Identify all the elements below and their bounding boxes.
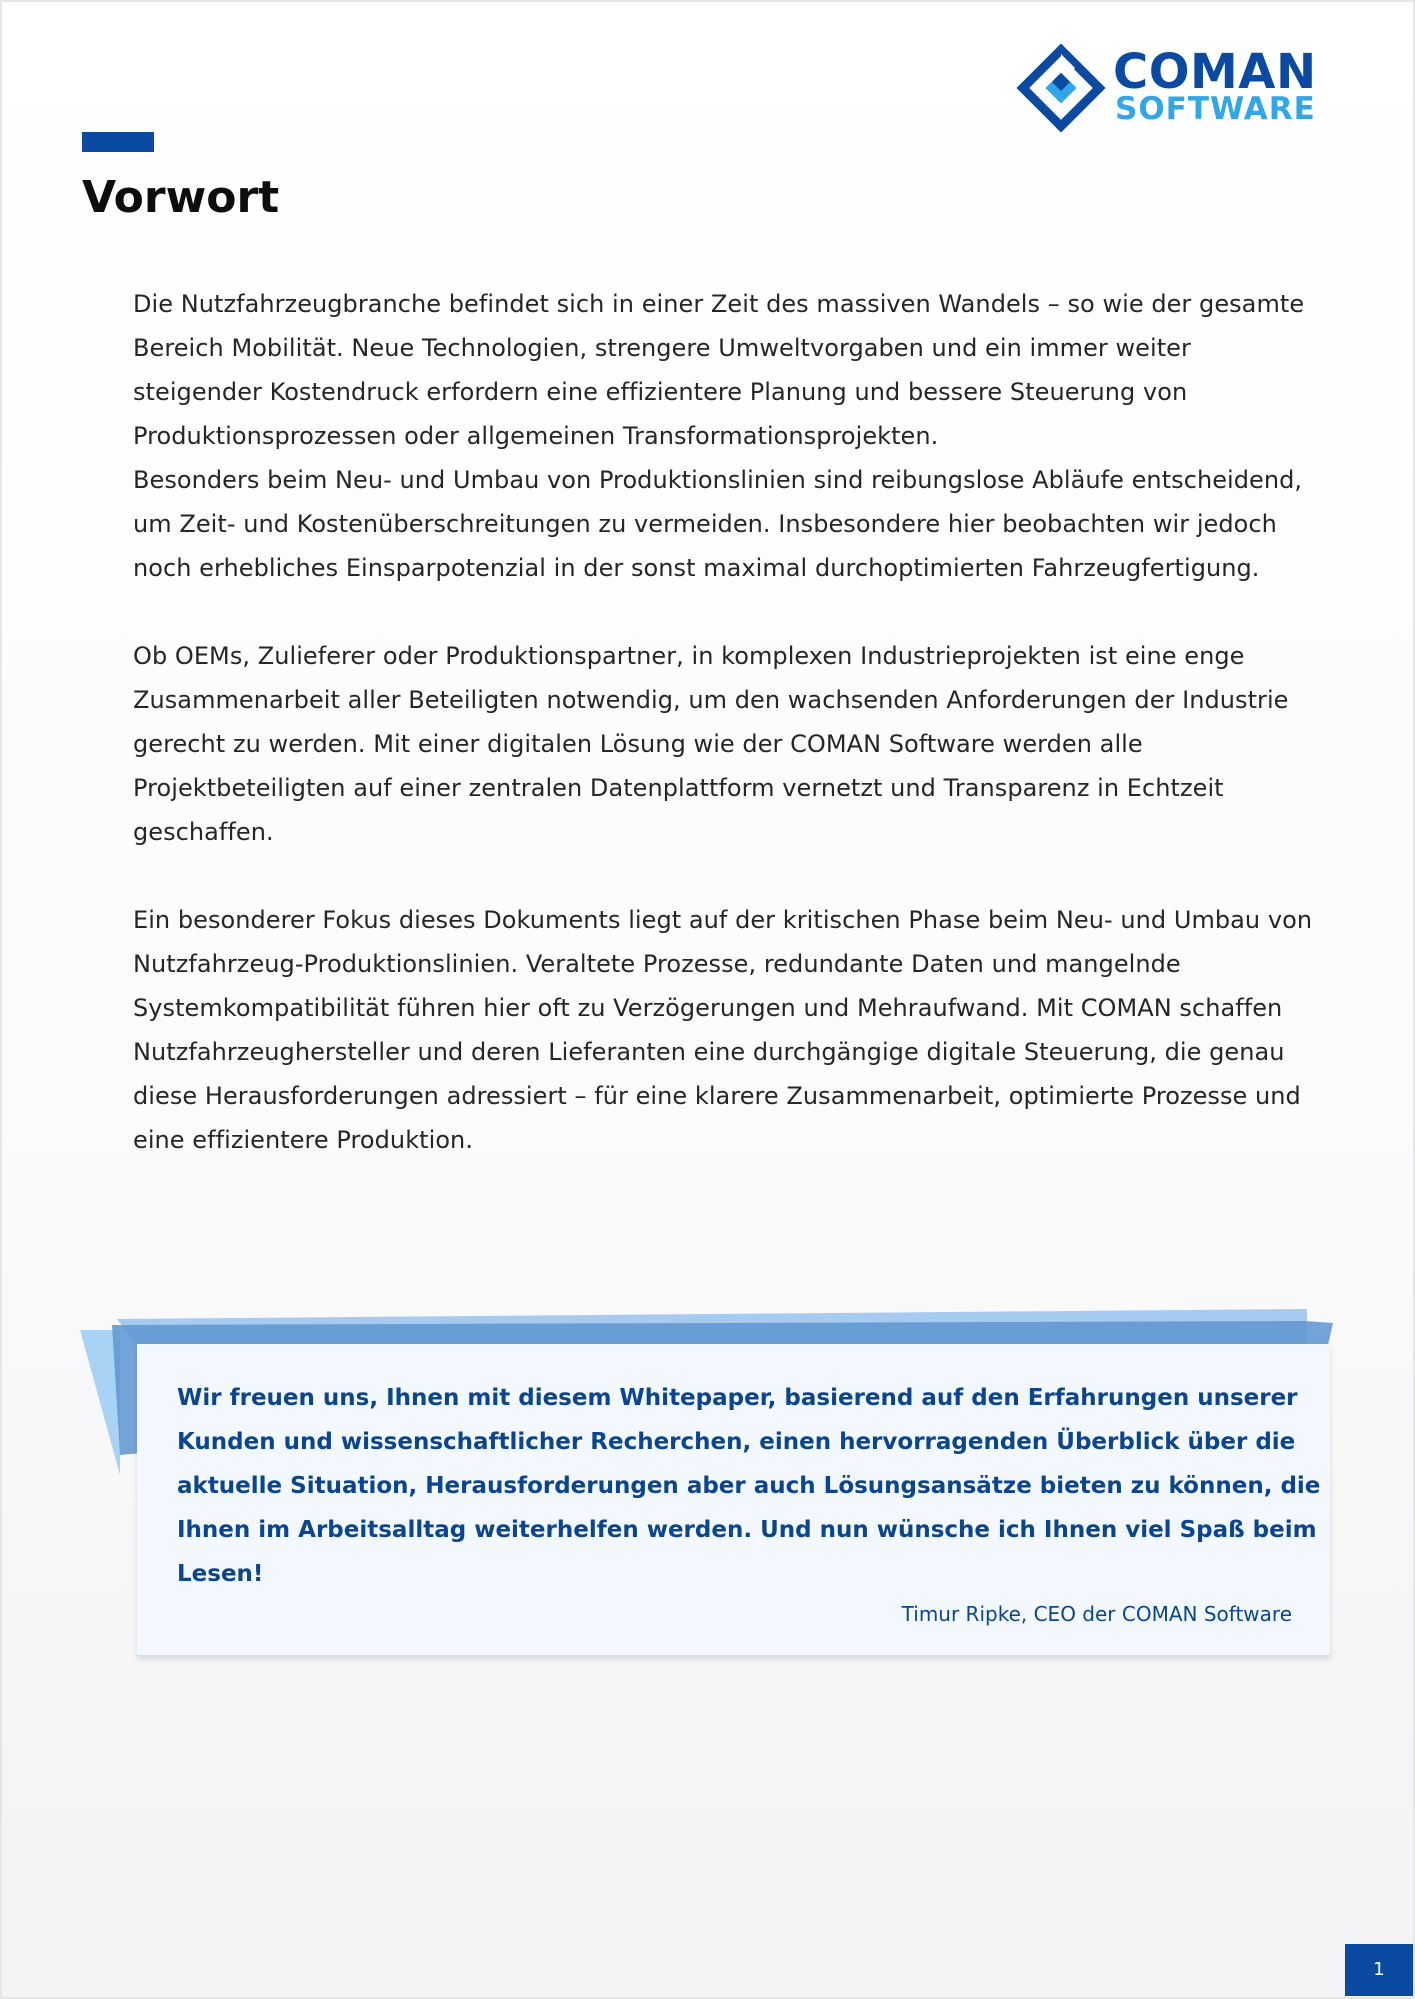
quote-line: Kunden und wissenschaftlicher Recherchen, einen hervorragenden Überblick über die xyxy=(177,1429,1296,1455)
paragraph-collaboration xyxy=(133,634,1383,854)
quote-line: aktuelle Situation, Herausforderungen aber auch Lösungsansätze bieten zu können, die xyxy=(177,1473,1321,1499)
text-line: Nutzfahrzeug-Produktionslinien. Veraltete Prozesse, redundante Daten und mangelnde xyxy=(133,950,1181,978)
text-line: Ein besonderer Fokus dieses Dokuments liegt auf der kritischen Phase beim Neu- und Umbau von xyxy=(133,906,1313,934)
coman-diamond-logo-icon xyxy=(1015,42,1107,134)
text-line: Besonders beim Neu- und Umbau von Produktionslinien sind reibungslose Abläufe entscheidend, xyxy=(133,466,1303,494)
text-line: Bereich Mobilität. Neue Technologien, strengere Umweltvorgaben und ein immer weiter xyxy=(133,334,1191,362)
text-line: Systemkompatibilität führen hier oft zu Verzögerungen und Mehraufwand. Mit COMAN schaffen xyxy=(133,994,1283,1022)
text-line: Die Nutzfahrzeugbranche befindet sich in einer Zeit des massiven Wandels – so wie der gesamte xyxy=(133,290,1305,318)
paragraph-focus xyxy=(133,898,1383,1162)
text-line: gerecht zu werden. Mit einer digitalen Lösung wie der COMAN Software werden alle xyxy=(133,730,1143,758)
coman-logo xyxy=(1015,42,1365,134)
text-line: diese Herausforderungen adressiert – für eine klarere Zusammenarbeit, optimierte Prozesse und xyxy=(133,1082,1301,1110)
quote-author: Timur Ripke, CEO der COMAN Software xyxy=(901,1602,1292,1626)
text-line: Produktionsprozessen oder allgemeinen Transformationsprojekten. xyxy=(133,422,939,450)
quote-line: Wir freuen uns, Ihnen mit diesem Whitepaper, basierend auf den Erfahrungen unserer xyxy=(177,1385,1298,1411)
title-accent-bar xyxy=(82,132,154,152)
quote-box xyxy=(80,1305,1340,1665)
text-line: Projektbeteiligten auf einer zentralen Datenplattform vernetzt und Transparenz in Echtzeit xyxy=(133,774,1224,802)
logo-word-software: SOFTWARE xyxy=(1115,91,1316,127)
text-line: steigender Kostendruck erfordern eine effizientere Planung und bessere Steuerung von xyxy=(133,378,1188,406)
text-line: geschaffen. xyxy=(133,818,274,846)
page-title: Vorwort xyxy=(82,172,280,223)
page-number: 1 xyxy=(1345,1944,1413,1996)
body-text xyxy=(133,282,1383,1162)
text-line: Ob OEMs, Zulieferer oder Produktionspartner, in komplexen Industrieprojekten ist eine enge xyxy=(133,642,1245,670)
quote-card xyxy=(137,1344,1330,1656)
text-line: eine effizientere Produktion. xyxy=(133,1126,473,1154)
quote-line: Ihnen im Arbeitsalltag weiterhelfen werden. Und nun wünsche ich Ihnen viel Spaß beim xyxy=(177,1517,1317,1543)
quote-line: Lesen! xyxy=(177,1561,264,1587)
text-line: Nutzfahrzeughersteller und deren Lieferanten eine durchgängige digitale Steuerung, die genau xyxy=(133,1038,1285,1066)
logo-word-coman: COMAN xyxy=(1113,44,1317,100)
text-line: Zusammenarbeit aller Beteiligten notwendig, um den wachsenden Anforderungen der Industrie xyxy=(133,686,1289,714)
quote-text xyxy=(177,1376,1320,1596)
paragraph-intro xyxy=(133,282,1383,590)
text-line: noch erhebliches Einsparpotenzial in der sonst maximal durchoptimierten Fahrzeugfertigung. xyxy=(133,554,1260,582)
text-line: um Zeit- und Kostenüberschreitungen zu vermeiden. Insbesondere hier beobachten wir jedoch xyxy=(133,510,1277,538)
